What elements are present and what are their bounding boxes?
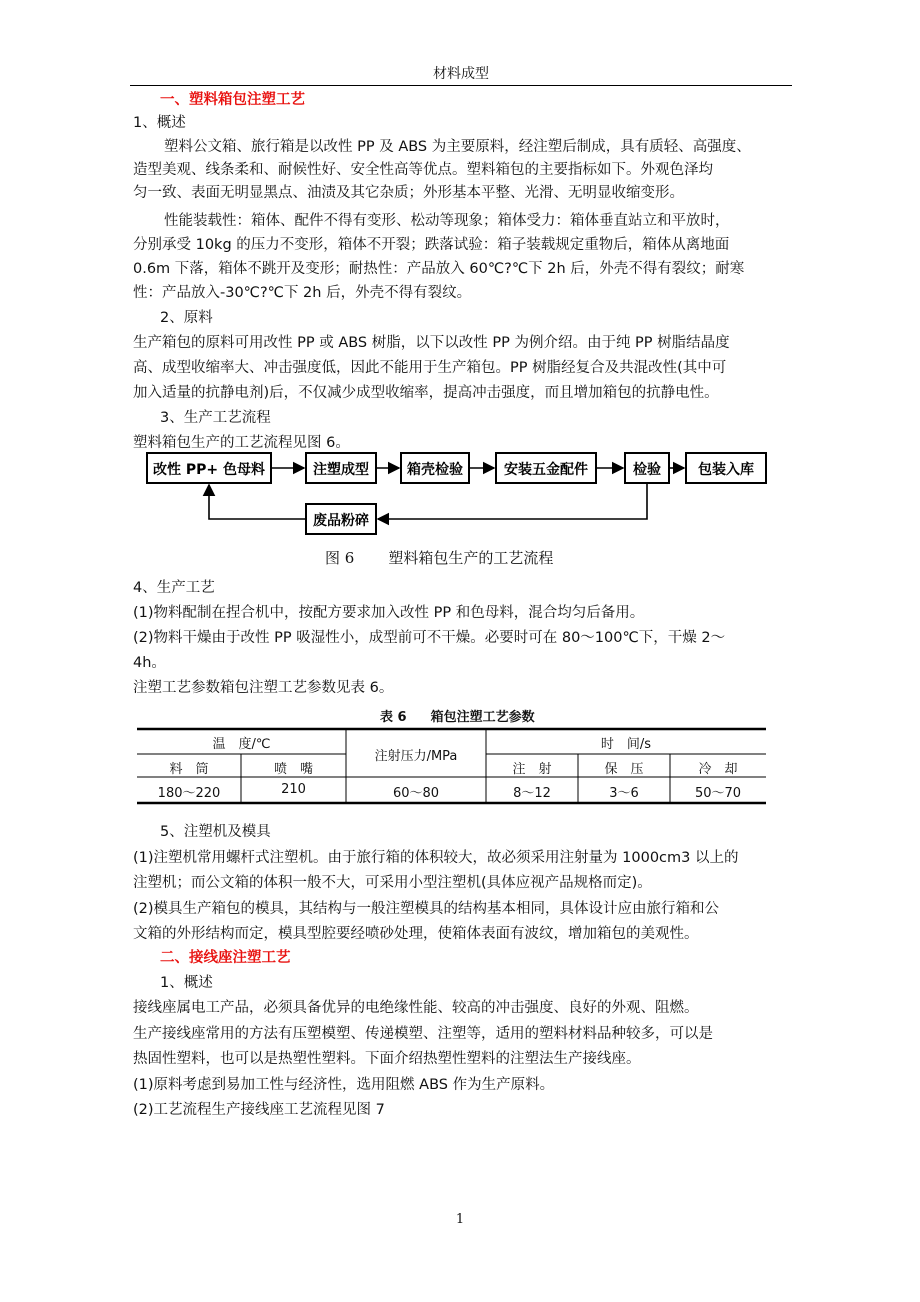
flow-node-label: 注塑成型 [313,462,369,478]
table-header-temperature: 温 度/℃ [212,737,271,752]
table-title: 箱包注塑工艺参数 [430,710,535,725]
paragraph-line: 文箱的外形结构而定，模具型腔要经喷砂处理，使箱体表面有波纹，增加箱包的美观性。 [133,926,699,942]
paragraph-line: 接线座属电工产品，必须具备优异的电绝缘性能、较高的冲击强度、良好的外观、阻燃。 [133,1000,699,1016]
paragraph-line: 生产接线座常用的方法有压塑模塑、传递模塑、注塑等，适用的塑料材料品种较多，可以是 [133,1026,713,1042]
section1-heading-materials: 2、原料 [160,310,213,326]
table-subheader-holding: 保 压 [604,762,644,777]
paragraph-line: 生产箱包的原料可用改性 PP 或 ABS 树脂，以下以改性 PP 为例介绍。由于纯 PP 树脂结晶度 [133,335,730,351]
paragraph-line: (2)模具生产箱包的模具，其结构与一般注塑模具的结构基本相同，具体设计应由旅行箱和公 [133,901,720,917]
section1-heading-process: 4、生产工艺 [133,580,215,596]
paragraph-line: (2)物料干燥由于改性 PP 吸湿性小，成型前可不干燥。必要时可在 80～100℃下，干燥 2～ [133,630,726,646]
paragraph-line: 塑料公文箱、旅行箱是以改性 PP 及 ABS 为主要原料，经注塑后制成，具有质轻、高强度、 [164,139,751,155]
paragraph-line: 匀一致、表面无明显黑点、油渍及其它杂质；外形基本平整、光滑、无明显收缩变形。 [133,185,684,201]
section2-title: 二、接线座注塑工艺 [160,950,291,966]
section1-heading-overview: 1、概述 [133,115,186,131]
table-header-pressure: 注射压力/MPa [374,749,458,764]
table-cell: 180～220 [157,786,221,801]
paragraph-line: 加入适量的抗静电剂)后，不仅减少成型收缩率，提高冲击强度，而且增加箱包的抗静电性。 [133,385,719,401]
section1-heading-flow: 3、生产工艺流程 [160,410,271,426]
flow-node-label: 包装入库 [698,462,754,478]
table-cell: 3～6 [609,786,639,801]
table-subheader-injection: 注 射 [512,762,552,777]
table-cell: 60～80 [392,786,440,801]
figure-title: 塑料箱包生产的工艺流程 [388,549,554,567]
flow-node-label: 箱壳检验 [407,462,463,478]
paragraph-line: 塑料箱包生产的工艺流程见图 6。 [133,435,350,451]
table-cell: 50～70 [694,786,742,801]
paragraph-line: 性能装载性：箱体、配件不得有变形、松动等现象；箱体受力：箱体垂直站立和平放时， [164,213,730,229]
table-subheader-nozzle: 喷 嘴 [273,762,313,777]
table-header-time: 时 间/s [600,737,652,752]
paragraph-line: 注塑工艺参数箱包注塑工艺参数见表 6。 [133,680,394,696]
flow-node-label: 检验 [633,462,661,478]
table-cell: 8～12 [513,786,551,801]
section1-title: 一、塑料箱包注塑工艺 [160,92,305,108]
paragraph-line: (1)物料配制在捏合机中，按配方要求加入改性 PP 和色母料，混合均匀后备用。 [133,605,645,621]
running-header: 材料成型 [433,66,489,82]
section2-heading-overview: 1、概述 [160,975,213,991]
page-number: 1 [455,1212,465,1227]
paragraph-line: (1)原料考虑到易加工性与经济性，选用阻燃 ABS 作为生产原料。 [133,1077,555,1093]
paragraph-line: 注塑机；而公文箱的体积一般不大，可采用小型注塑机(具体应视产品规格而定)。 [133,875,652,891]
paragraph-line: 高、成型收缩率大、冲击强度低，因此不能用于生产箱包。PP 树脂经复合及共混改性(其中可 [133,360,727,376]
paragraph-line: 热固性塑料，也可以是热塑性塑料。下面介绍热塑性塑料的注塑法生产接线座。 [133,1051,641,1067]
table-cell: 210 [281,782,306,797]
paragraph-line: 0.6m 下落，箱体不跳开及变形；耐热性：产品放入 60℃?℃下 2h 后，外壳不得有裂纹；耐寒 [133,261,745,277]
table-subheader-cooling: 冷 却 [698,762,738,777]
paragraph-line: (1)注塑机常用螺杆式注塑机。由于旅行箱的体积较大，故必须采用注射量为 1000cm3 以上的 [133,850,739,866]
paragraph-line: (2)工艺流程生产接线座工艺流程见图 7 [133,1102,385,1118]
table-subheader-barrel: 料 筒 [169,762,209,777]
flow-node-label: 安装五金配件 [504,462,588,478]
table-number: 表 6 [380,710,407,725]
flow-node-label: 改性 PP+ 色母料 [153,462,265,478]
paragraph-line: 分别承受 10kg 的压力不变形，箱体不开裂；跌落试验：箱子装载规定重物后，箱体从离地面 [133,237,730,253]
flow-node-label: 废品粉碎 [313,513,369,529]
paragraph-line: 4h。 [133,655,166,671]
paragraph-line: 造型美观、线条柔和、耐候性好、安全性高等优点。塑料箱包的主要指标如下。外观色泽均 [133,162,713,178]
paragraph-line: 性：产品放入-30℃?℃下 2h 后，外壳不得有裂纹。 [133,285,472,301]
section1-heading-machines: 5、注塑机及模具 [160,824,271,840]
figure-number: 图 6 [325,549,355,567]
